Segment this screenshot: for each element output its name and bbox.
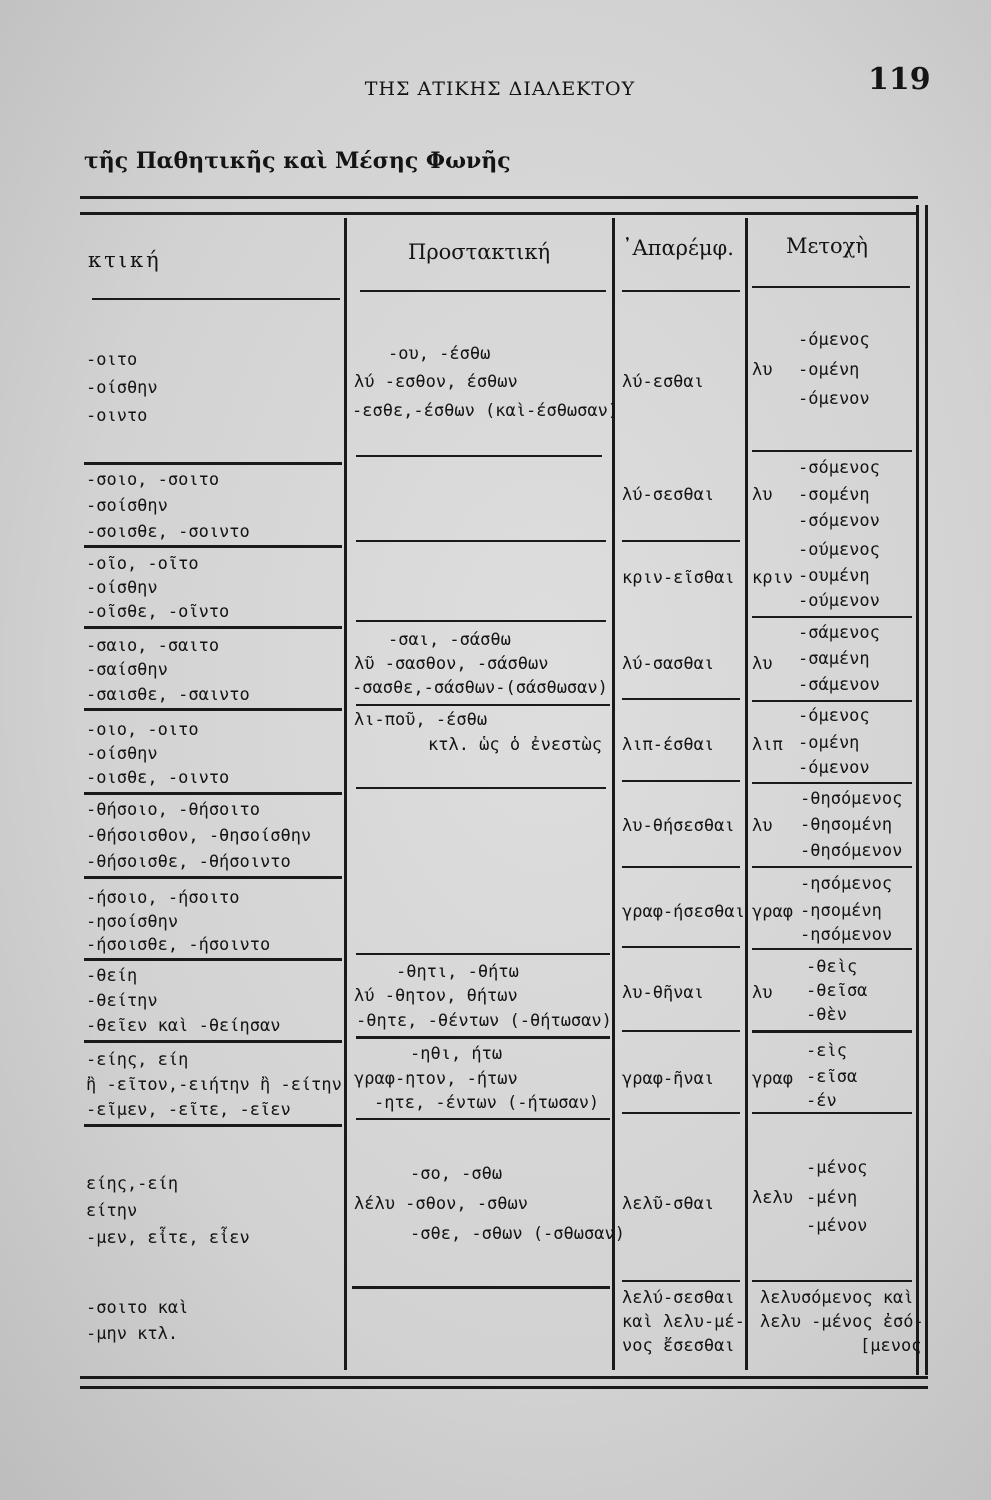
indicative-form: -θήσοισθον, -θησοίσθην [86,826,312,846]
participle-form: -σάμενον [798,675,880,695]
indicative-form: -εῖμεν, -εῖτε, -εῖεν [86,1100,291,1120]
infinitive-form: λύ-σεσθαι [622,485,715,505]
bottom-rule [80,1386,928,1389]
participle-form: -ησόμενον [800,925,893,945]
participle-stem: γραφ [752,1069,793,1089]
participle-form: -μένη [806,1188,858,1208]
participle-stem: λυ [752,485,773,505]
row-rule [752,1280,912,1282]
top-rule [80,212,918,215]
imperative-form: -σο, -σθω [410,1164,503,1184]
infinitive-form: νος ἔσεσθαι [622,1336,735,1356]
row-rule [622,1030,740,1032]
row-rule [752,450,912,452]
imperative-form: κτλ. ὡς ὁ ἐνεστὼς [428,735,602,755]
indicative-form: -οιντο [86,406,148,426]
indicative-form: -οιο, -οιτο [86,720,199,740]
participle-form: -θεῖσα [806,981,868,1001]
participle-form: -έν [806,1091,837,1111]
imperative-form: -ητε, -έντων (-ήτωσαν) [374,1093,600,1113]
row-rule [84,708,342,711]
row-rule [84,1040,342,1043]
infinitive-form: λιπ-έσθαι [622,735,715,755]
imperative-form: -εσθε,-έσθων (καὶ-έσθωσαν) [352,401,619,421]
infinitive-form: λελῦ-σθαι [622,1194,715,1214]
row-rule [752,866,912,868]
row-rule [752,782,912,784]
participle-form: -θὲν [806,1005,847,1025]
indicative-form: -σοιτο καὶ [86,1298,189,1318]
row-rule [622,780,740,782]
infinitive-form: λυ-θήσεσθαι [622,816,735,836]
participle-form: -σόμενος [798,458,880,478]
row-rule [752,1112,912,1114]
column-rule [925,205,928,1375]
participle-stem: λυ [752,360,773,380]
header-underline [622,290,740,292]
row-rule [352,1286,610,1289]
participle-form: [μενος [860,1336,922,1356]
row-rule [356,953,610,955]
infinitive-form: λύ-εσθαι [622,372,704,392]
indicative-form: -μεν, εἶτε, εἶεν [86,1228,250,1248]
participle-stem: λυ [752,654,773,674]
running-head: ΤΗΣ ΑΤΙΚΗΣ ΔΙΑΛΕΚΤΟΥ [364,78,636,100]
indicative-form: -οῖσθε, -οῖντο [86,602,230,622]
participle-form: -θεὶς [806,957,858,977]
row-rule [84,876,342,879]
participle-form: -ομένη [798,360,860,380]
indicative-form: -ήσοισθε, -ήσοιντο [86,935,271,955]
row-rule [752,948,912,950]
row-rule [622,1280,740,1282]
row-rule [356,455,602,457]
participle-form: -ουμένη [798,566,870,586]
header-indicative: κτική [88,248,162,272]
column-rule [916,205,919,1375]
row-rule [356,1036,610,1039]
infinitive-form: γραφ-ῆναι [622,1069,715,1089]
bottom-rule [80,1376,928,1379]
row-rule [622,866,740,868]
imperative-form: -θητι, -θήτω [396,962,519,982]
participle-stem: κριν [752,568,793,588]
imperative-form: -σαι, -σάσθω [388,630,511,650]
imperative-form: λύ -εσθον, έσθων [354,372,518,392]
column-rule [344,218,347,1370]
indicative-form: είτην [86,1201,138,1221]
participle-form: -όμενον [798,758,870,778]
row-rule [622,540,740,542]
infinitive-form: καὶ λελυ-μέ- [622,1312,745,1332]
participle-stem: λυ [752,816,773,836]
header-underline [360,290,606,292]
indicative-form: -οιτο [86,350,138,370]
indicative-form: -οίσθην [86,578,158,598]
row-rule [622,946,740,948]
indicative-form: -θήσοισθε, -θήσοιντο [86,852,291,872]
participle-form: -εὶς [806,1041,847,1061]
participle-form: -εῖσα [806,1067,858,1087]
imperative-form: -σασθε,-σάσθων-(σάσθωσαν) [352,678,608,698]
indicative-form: -θείτην [86,991,158,1011]
row-rule [356,1118,610,1120]
infinitive-form: λύ-σασθαι [622,654,715,674]
header-infinitive: ᾿Απαρέμφ. [622,236,734,260]
indicative-form: -ήσοιο, -ήσοιτο [86,888,240,908]
indicative-form: -σοιο, -σοιτο [86,470,220,490]
indicative-form: -οισθε, -οιντο [86,768,230,788]
imperative-form: λύ -θητον, θήτων [354,986,518,1006]
row-rule [356,704,610,706]
imperative-form: -σθε, -σθων (-σθωσαν) [410,1224,625,1244]
row-rule [356,620,606,622]
indicative-form: -θείη [86,966,138,986]
imperative-form: γραφ-ητον, -ήτων [354,1069,518,1089]
row-rule [752,1030,912,1033]
participle-form: -σομένη [798,485,870,505]
participle-form: -όμενος [798,706,870,726]
participle-form: -όμενος [798,330,870,350]
infinitive-form: λυ-θῆναι [622,983,704,1003]
row-rule [622,698,740,700]
page-number: 119 [868,62,931,97]
indicative-form: -ησοίσθην [86,912,179,932]
header-underline [752,286,910,288]
row-rule [752,700,912,702]
indicative-form: -μην κτλ. [86,1324,179,1344]
row-rule [84,1124,342,1127]
participle-form: -ομένη [798,733,860,753]
participle-form: λελυ -μένος ἐσό- [760,1312,924,1332]
participle-form: -μένον [806,1216,868,1236]
row-rule [752,616,912,618]
row-rule [356,540,606,542]
indicative-form: ἢ -εῖτον,-ειήτην ἢ -είτην [86,1075,342,1095]
header-participle: Μετοχὴ [786,234,868,258]
participle-form: λελυσόμενος καὶ [760,1288,914,1308]
imperative-form: -ηθι, ήτω [410,1044,503,1064]
imperative-form: λέλυ -σθον, -σθων [354,1194,528,1214]
infinitive-form: γραφ-ήσεσθαι [622,902,745,922]
section-title: τῆς Παθητικῆς καὶ Μέσης Φωνῆς [84,148,511,174]
participle-stem: γραφ [752,902,793,922]
imperative-form: -ου, -έσθω [388,344,491,364]
indicative-form: -οίσθην [86,744,158,764]
row-rule [356,787,606,789]
participle-form: -μένος [806,1158,868,1178]
indicative-form: -είης, είη [86,1050,189,1070]
indicative-form: -σαίσθην [86,660,168,680]
indicative-form: -σοισθε, -σοιντο [86,522,250,542]
participle-stem: λυ [752,983,773,1003]
header-underline [92,298,340,300]
participle-form: -θησομένη [800,815,893,835]
participle-form: -σόμενον [798,511,880,531]
participle-form: -θησόμενον [800,841,903,861]
imperative-form: λῦ -σασθον, -σάσθων [354,654,549,674]
infinitive-form: λελύ-σεσθαι [622,1288,735,1308]
indicative-form: -θήσοιο, -θήσοιτο [86,800,260,820]
participle-form: -ούμενος [798,540,880,560]
row-rule [84,792,342,795]
participle-form: -ησόμενος [800,874,893,894]
row-rule [84,626,342,629]
participle-form: -σάμενος [798,623,880,643]
infinitive-form: κριν-εῖσθαι [622,568,735,588]
indicative-form: -σοίσθην [86,496,168,516]
row-rule [622,1112,740,1114]
participle-form: -όμενον [798,389,870,409]
indicative-form: -οίσθην [86,378,158,398]
top-rule [80,196,918,199]
row-rule [84,958,342,961]
column-rule [612,218,615,1370]
participle-form: -θησόμενος [800,789,903,809]
row-rule [84,462,342,465]
imperative-form: -θητε, -θέντων (-θήτωσαν) [356,1011,612,1031]
participle-stem: λελυ [752,1188,793,1208]
participle-stem: λιπ [752,735,783,755]
column-rule [745,218,748,1370]
row-rule [84,545,342,548]
indicative-form: -σαισθε, -σαιντο [86,685,250,705]
indicative-form: -θεῖεν καὶ -θείησαν [86,1016,281,1036]
imperative-form: λι-ποῦ, -έσθω [354,710,488,730]
header-imperative: Προστακτική [408,240,551,264]
participle-form: -ούμενον [798,591,880,611]
indicative-form: -σαιο, -σαιτο [86,636,220,656]
participle-form: -ησομένη [800,901,882,921]
indicative-form: -οῖο, -οῖτο [86,554,199,574]
participle-form: -σαμένη [798,649,870,669]
indicative-form: είης,-είη [86,1174,179,1194]
